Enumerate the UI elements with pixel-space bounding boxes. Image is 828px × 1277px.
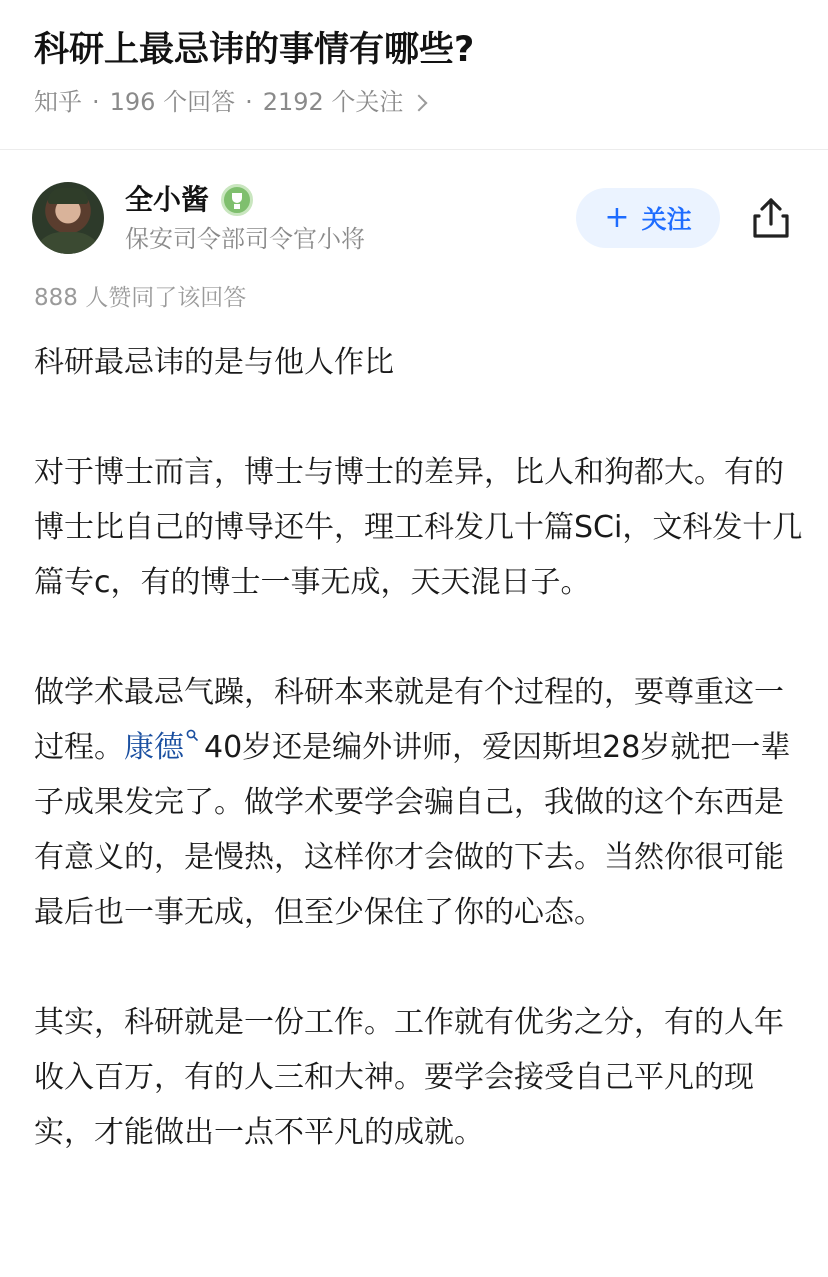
vote-count: 888 人赞同了该回答	[34, 285, 247, 311]
avatar-shoulder	[32, 232, 104, 254]
follow-button[interactable]	[576, 188, 720, 248]
author-name-text: 全小酱	[125, 183, 210, 216]
answers-count: 196 个回答	[109, 88, 236, 116]
paragraph-text: 40岁还是编外讲师，爱因斯坦28岁就把一辈子成果发完了。做学术要学会骗自己，我做的这个东西是有意义的，是慢热，这样你才会做的下去。当然你很可能最后也一事无成，但至少保住了你的心态。	[34, 730, 791, 930]
question-header	[0, 0, 828, 150]
meta-separator: ·	[92, 88, 100, 116]
avatar[interactable]	[32, 182, 104, 254]
author-bar	[0, 170, 828, 270]
answer-content	[34, 335, 804, 1215]
answer-paragraph	[34, 665, 804, 940]
question-title[interactable]: 科研上最忌讳的事情有哪些?	[34, 30, 475, 70]
followers-count: 2192 个关注	[262, 88, 404, 116]
trophy-badge-icon	[221, 184, 253, 216]
source-label: 知乎	[34, 88, 82, 116]
chevron-right-icon	[411, 95, 428, 112]
share-icon[interactable]	[750, 196, 792, 240]
keyword-link[interactable]: 康德	[124, 730, 184, 765]
answer-paragraph: 其实，科研就是一份工作。工作就有优劣之分，有的人年收入百万，有的人三和大神。要学会接受自己平凡的现实，才能做出一点不平凡的成就。	[34, 1005, 784, 1150]
follow-label: 关注	[641, 205, 692, 234]
answer-paragraph: 对于博士而言，博士与博士的差异，比人和狗都大。有的博士比自己的博导还牛，理工科发几十篇SCi，文科发十几篇专c，有的博士一事无成，天天混日子。	[34, 455, 803, 600]
search-icon	[186, 729, 198, 741]
plus-icon: +	[604, 200, 630, 235]
meta-separator: ·	[245, 88, 253, 116]
avatar-cap	[48, 188, 88, 204]
paragraph-text: 做学术最忌气躁，科研本来就是有个过程的，要尊重这一过程。	[34, 675, 784, 765]
answer-paragraph: 科研最忌讳的是与他人作比	[34, 345, 394, 380]
question-meta[interactable]	[34, 84, 425, 120]
author-name[interactable]	[125, 180, 253, 220]
author-bio: 保安司令部司令官小将	[125, 225, 365, 253]
